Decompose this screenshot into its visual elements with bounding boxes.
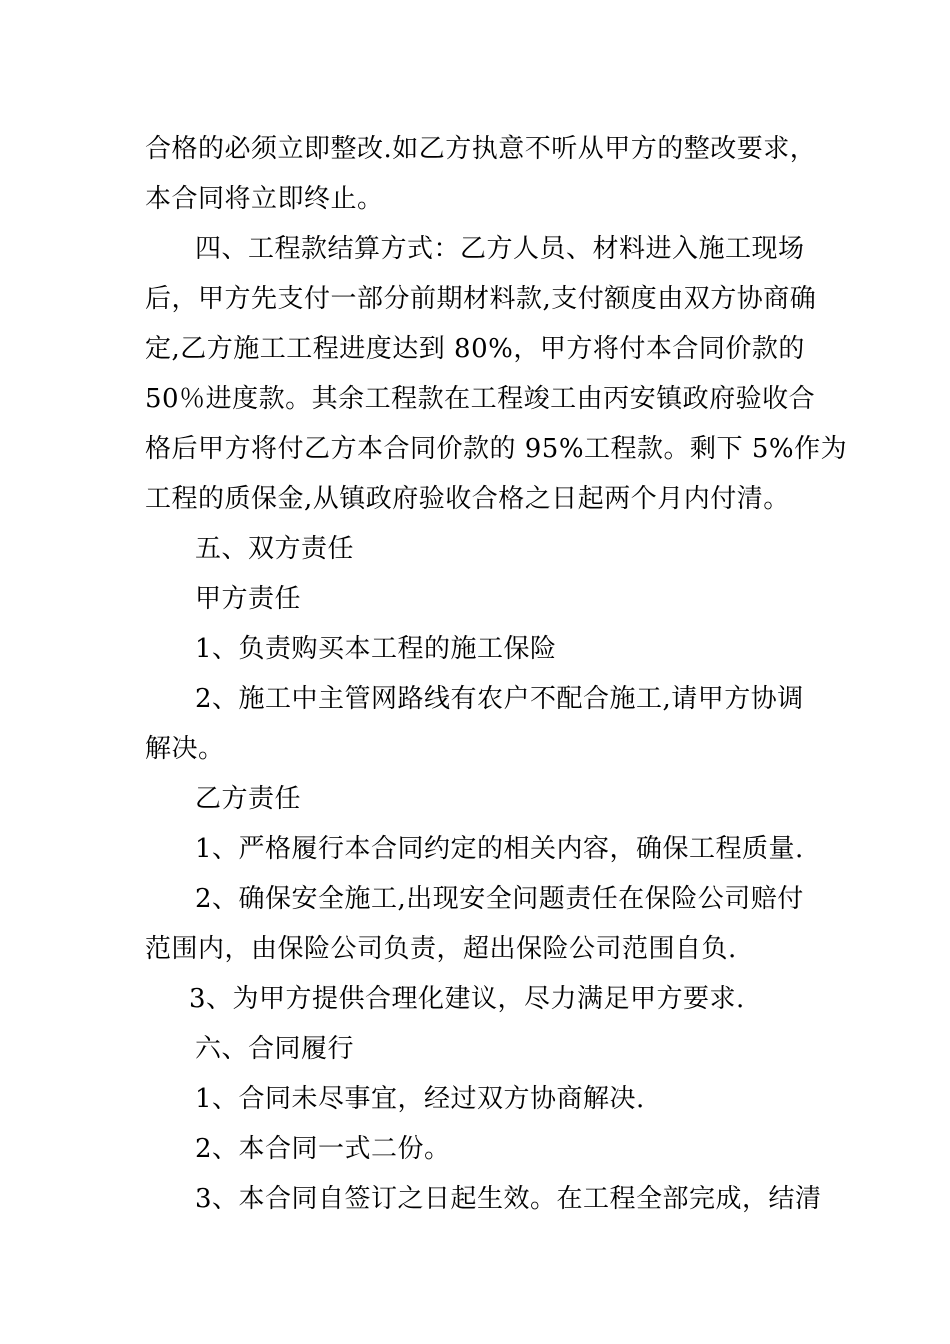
paragraph-line: 工程的质保金,从镇政府验收合格之日起两个月内付清。 [145, 484, 790, 514]
paragraph-line: 格后甲方将付乙方本合同价款的 95%工程款。剩下 5%作为 [145, 434, 848, 464]
section-heading-responsibilities: 五、双方责任 [195, 534, 355, 564]
paragraph-line: 合格的必须立即整改.如乙方执意不听从甲方的整改要求， [145, 134, 817, 164]
document-body [145, 124, 848, 1224]
list-item: 2、本合同一式二份。 [195, 1134, 451, 1164]
paragraph-line: 本合同将立即终止。 [145, 184, 384, 214]
section-heading-settlement: 四、工程款结算方式：乙方人员、材料进入施工现场 [195, 234, 805, 264]
list-item: 2、施工中主管网路线有农户不配合施工,请甲方协调 [195, 684, 804, 714]
paragraph-line: 后，甲方先支付一部分前期材料款,支付额度由双方协商确 [145, 284, 817, 314]
subheading-party-b: 乙方责任 [195, 784, 302, 814]
section-heading-performance: 六、合同履行 [195, 1034, 355, 1064]
list-item: 1、合同未尽事宜，经过双方协商解决. [195, 1084, 645, 1114]
paragraph-line: 范围内，由保险公司负责，超出保险公司范围自负. [145, 934, 737, 964]
list-item: 3、本合同自签订之日起生效。在工程全部完成，结清 [195, 1184, 822, 1214]
paragraph-line: 解决。 [145, 734, 225, 764]
paragraph-line: 50％进度款。其余工程款在工程竣工由丙安镇政府验收合 [145, 384, 816, 414]
list-item: 3、为甲方提供合理化建议，尽力满足甲方要求. [189, 984, 745, 1014]
paragraph-line: 定,乙方施工工程进度达到 80%，甲方将付本合同价款的 [145, 334, 805, 364]
subheading-party-a: 甲方责任 [195, 584, 302, 614]
list-item: 2、确保安全施工,出现安全问题责任在保险公司赔付 [195, 884, 804, 914]
list-item: 1、负责购买本工程的施工保险 [195, 634, 557, 664]
list-item: 1、严格履行本合同约定的相关内容，确保工程质量. [195, 834, 804, 864]
